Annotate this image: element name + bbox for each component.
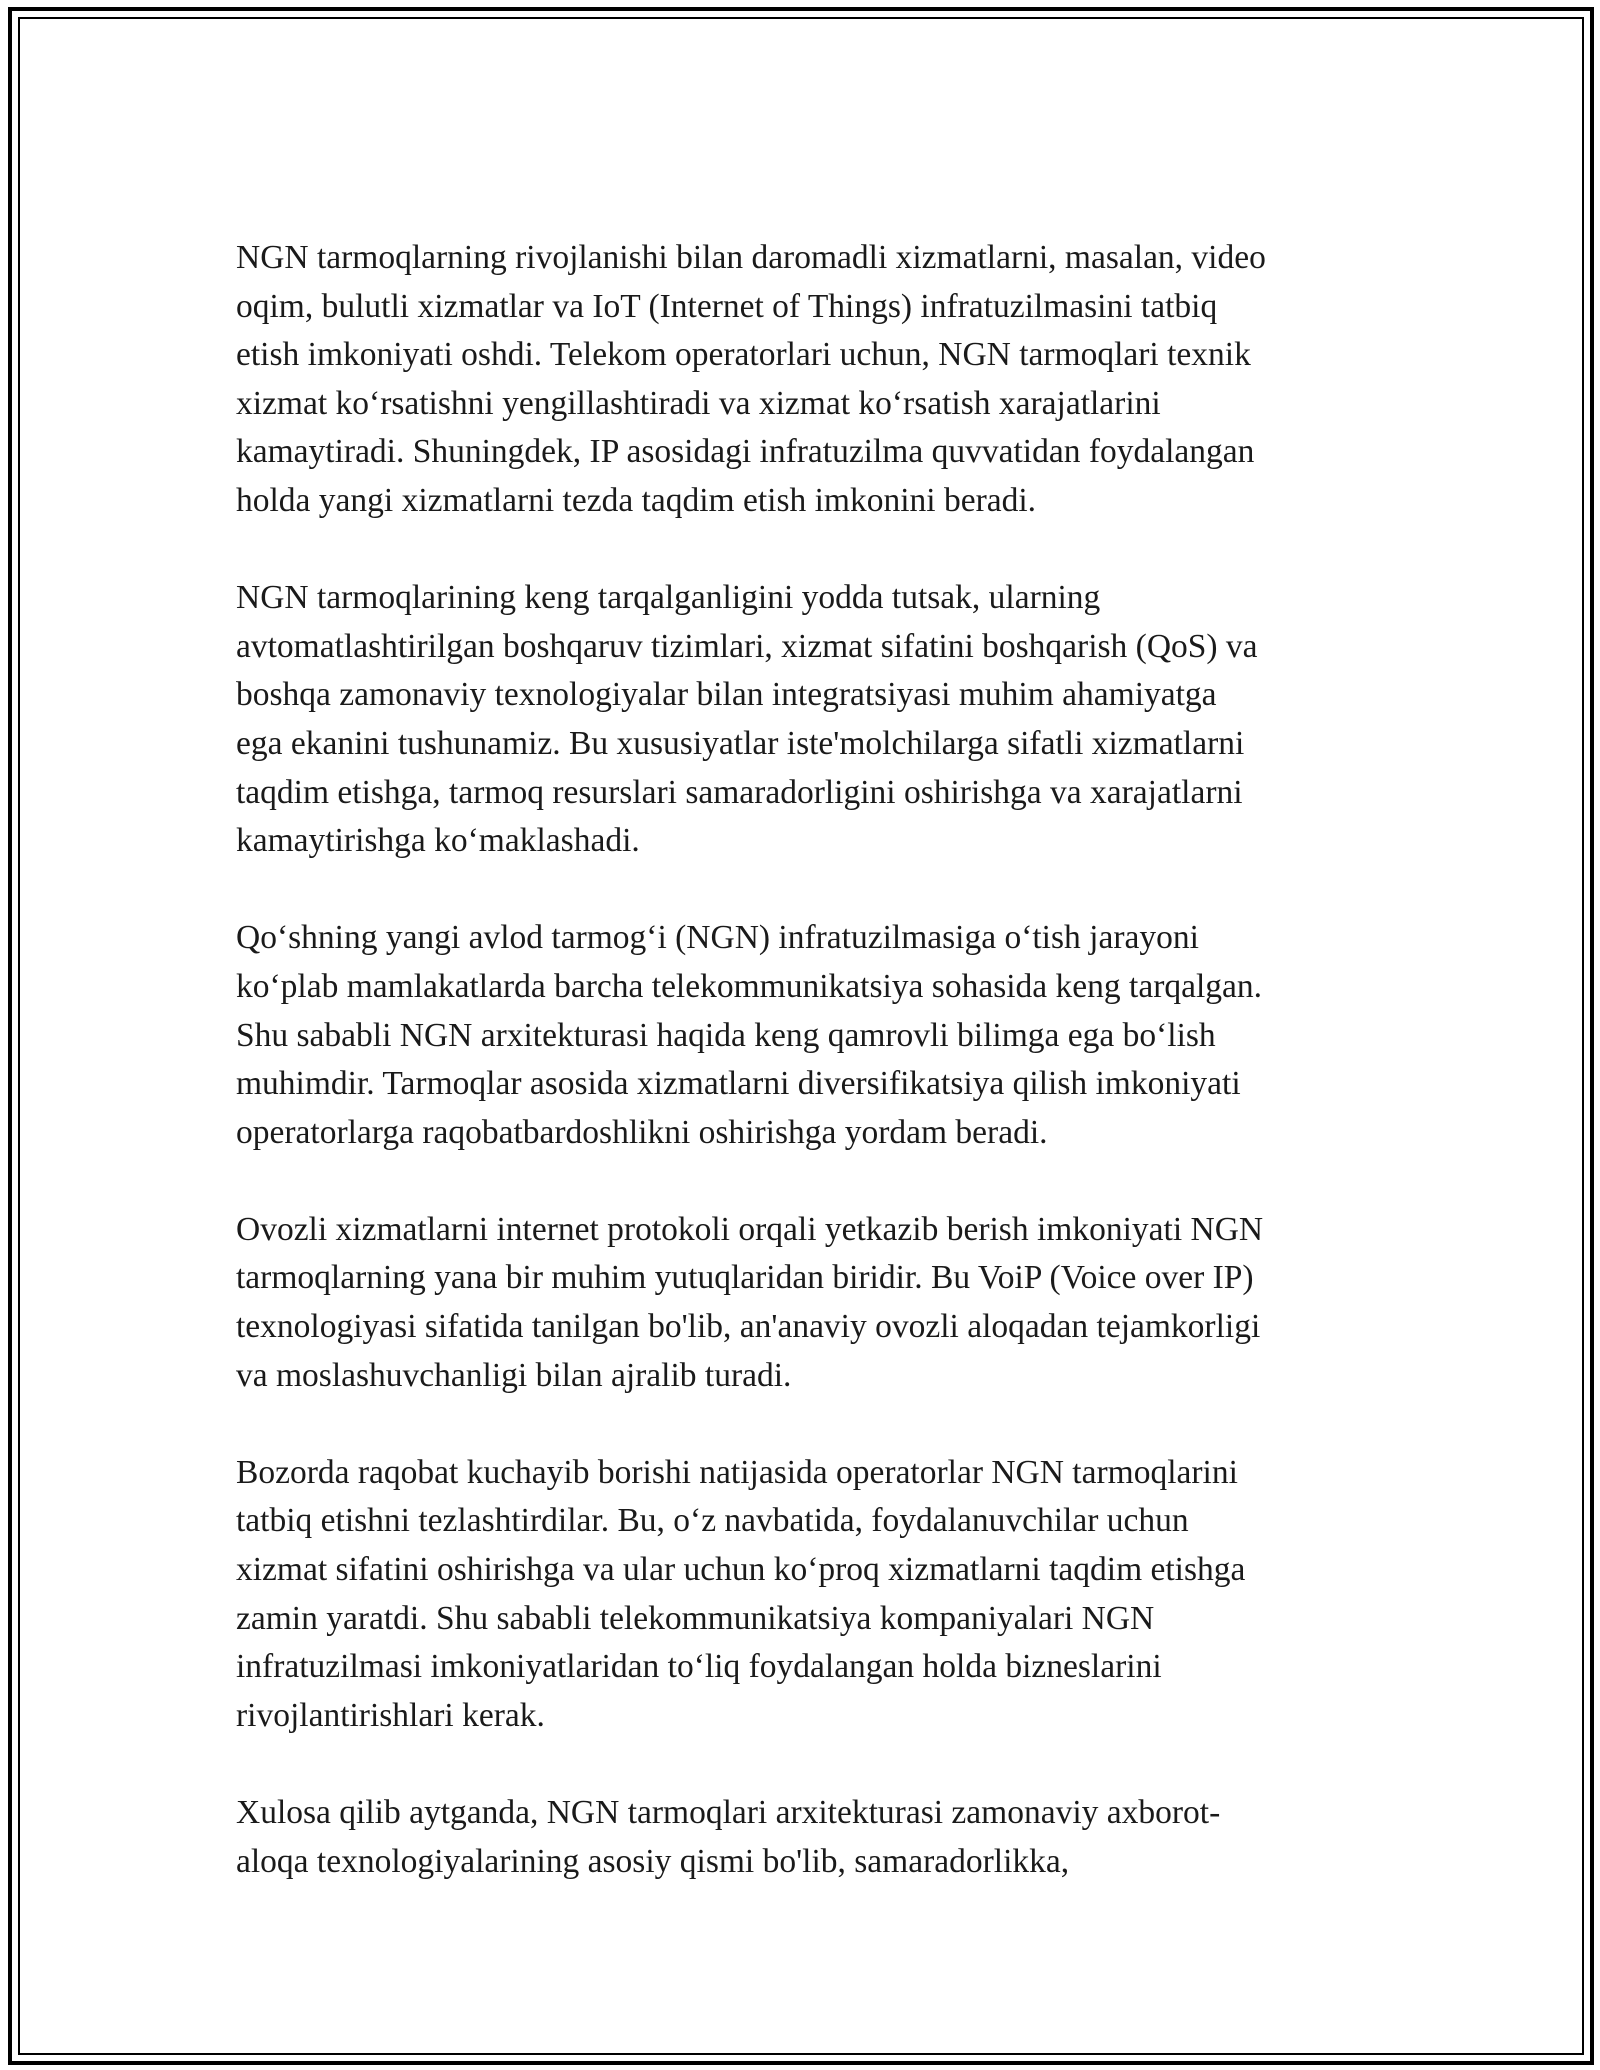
text-line: rivojlantirishlari kerak. xyxy=(236,1696,545,1734)
text-line: boshqa zamonaviy texnologiyalar bilan integratsiyasi muhim ahamiyatga xyxy=(236,676,1217,714)
text-line: muhimdir. Tarmoqlar asosida xizmatlarni diversifikatsiya qilish imkoniyati xyxy=(236,1065,1241,1103)
text-line: infratuzilmasi imkoniyatlaridan to‘liq foydalangan holda bizneslarini xyxy=(236,1648,1162,1686)
text-line: Qo‘shning yangi avlod tarmog‘i (NGN) infratuzilmasiga o‘tish jarayoni xyxy=(236,919,1199,957)
text-line: kamaytiradi. Shuningdek, IP asosidagi infratuzilma quvvatidan foydalangan xyxy=(236,433,1255,471)
text-line: ko‘plab mamlakatlarda barcha telekommunikatsiya sohasida keng tarqalgan. xyxy=(236,967,1263,1005)
text-line: aloqa texnologiyalarining asosiy qismi bo'lib, samaradorlikka, xyxy=(236,1842,1070,1880)
text-line: texnologiyasi sifatida tanilgan bo'lib, an'anaviy ovozli aloqadan tejamkorligi xyxy=(236,1308,1261,1346)
text-line: Bozorda raqobat kuchayib borishi natijasida operatorlar NGN tarmoqlarini xyxy=(236,1453,1238,1491)
paragraph-1 xyxy=(236,234,1376,526)
text-line: Xulosa qilib aytganda, NGN tarmoqlari arxitekturasi zamonaviy axborot- xyxy=(236,1794,1221,1831)
text-line: Shu sababli NGN arxitekturasi haqida keng qamrovli bilimga ega bo‘lish xyxy=(236,1016,1216,1054)
paragraph-3 xyxy=(236,914,1376,1157)
text-line: tatbiq etishni tezlashtirdilar. Bu, o‘z navbatida, foydalanuvchilar uchun xyxy=(236,1502,1189,1540)
text-line: taqdim etishga, tarmoq resurslari samaradorligini oshirishga va xarajatlarni xyxy=(236,773,1243,811)
text-line: operatorlarga raqobatbardoshlikni oshirishga yordam beradi. xyxy=(236,1113,1048,1151)
text-line: Ovozli xizmatlarni internet protokoli orqali yetkazib berish imkoniyati NGN xyxy=(236,1210,1264,1248)
text-line: xizmat ko‘rsatishni yengillashtiradi va xizmat ko‘rsatish xarajatlarini xyxy=(236,384,1161,422)
text-line: kamaytirishga ko‘maklashadi. xyxy=(236,822,640,860)
text-line: ega ekanini tushunamiz. Bu xususiyatlar iste'molchilarga sifatli xizmatlarni xyxy=(236,724,1245,762)
paragraph-2 xyxy=(236,574,1376,866)
text-line: zamin yaratdi. Shu sababli telekommunikatsiya kompaniyalari NGN xyxy=(236,1599,1155,1637)
text-line: xizmat sifatini oshirishga va ular uchun ko‘proq xizmatlarni taqdim etishga xyxy=(236,1551,1246,1589)
text-line: va moslashuvchanligi bilan ajralib turadi. xyxy=(236,1356,792,1394)
paragraph-5 xyxy=(236,1449,1376,1741)
text-line: etish imkoniyati oshdi. Telekom operatorlari uchun, NGN tarmoqlari texnik xyxy=(236,336,1251,374)
document-body xyxy=(236,234,1376,1935)
text-line: NGN tarmoqlarning rivojlanishi bilan daromadli xizmatlarni, masalan, video xyxy=(236,239,1266,276)
text-line: holda yangi xizmatlarni tezda taqdim etish imkonini beradi. xyxy=(236,481,1037,519)
text-line: NGN tarmoqlarining keng tarqalganligini yodda tutsak, ularning xyxy=(236,579,1101,617)
text-line: oqim, bulutli xizmatlar va IoT (Internet of Things) infratuzilmasini tatbiq xyxy=(236,287,1218,325)
text-line: tarmoqlarning yana bir muhim yutuqlaridan biridir. Bu VoiP (Voice over IP) xyxy=(236,1259,1254,1297)
paragraph-4 xyxy=(236,1206,1376,1400)
paragraph-6 xyxy=(236,1789,1376,1886)
text-line: avtomatlashtirilgan boshqaruv tizimlari, xizmat sifatini boshqarish (QoS) va xyxy=(236,627,1258,665)
